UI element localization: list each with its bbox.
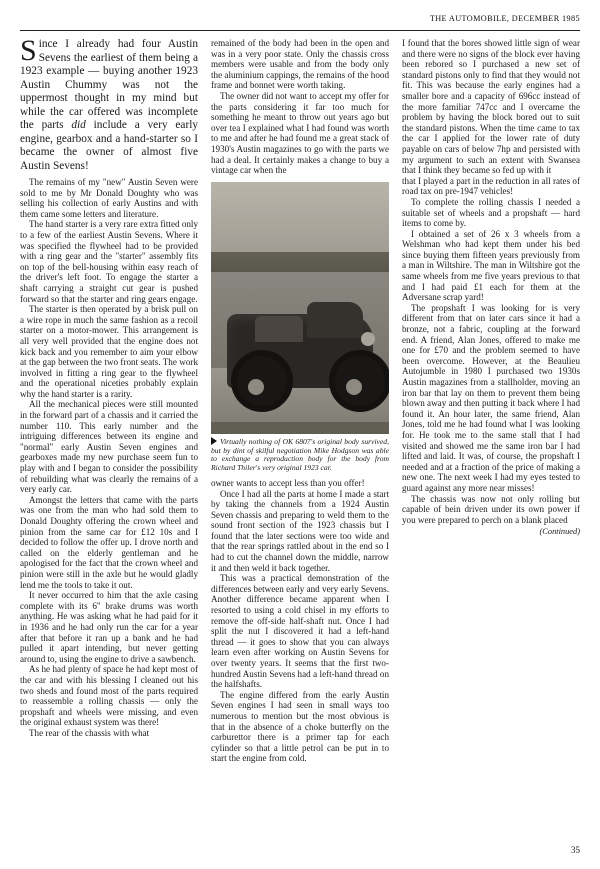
- page-number: 35: [571, 845, 580, 855]
- photo-headlamp: [361, 332, 375, 346]
- body-paragraph: To complete the rolling chassis I needed a suitable set of wheels and a propshaft — hard items to come by.: [402, 196, 580, 229]
- column-3: [402, 38, 580, 538]
- body-paragraph: remained of the body had been in the open and was in a very poor state. Only the chassis cross members were usable and from the body only the aluminium cappings, the remains of the hood frame and bonnet were worth taking.: [211, 38, 389, 91]
- column-1: [20, 34, 198, 738]
- body-paragraph: I found that the bores showed little sign of wear and there were no signs of the block ever having been rebored so I purchased a new set of standard pistons only to find that they would not fit. This was because the early engines had a smaller bore and a capacity of 696cc instead of the more familiar 747cc and I overcame the problem by having the block bored out to suit the standard pistons. When the time came to tax the car I applied for the lower rate of duty payable on cars of below 7hp and persisted with my argument to such an extent with Swansea that I think they became so fed up with it: [402, 38, 580, 176]
- body-paragraph: Amongst the letters that came with the parts was one from the man who had sold them to Donald Doughty offering the crown wheel and pinion from the same car for £12 10s and I decided to follow the offer up. I drove north and called on the elderly gentleman and he apologised for the fact that the crown wheel and pinion were still in the axle but he would gladly lend me the tools to take it out.: [20, 494, 198, 590]
- intro-lead: ince I already had four Austin Sevens: [38, 38, 198, 64]
- body-paragraph: As he had plenty of space he had kept most of the car and with his blessing I cleaned out his two sheds and found most of the parts required to reassemble a rolling chassis — only the propshaft and wheels were missing, and even the original exhaust system was there!: [20, 664, 198, 728]
- continued-note: (Continued): [539, 527, 580, 537]
- photo-caption: [211, 437, 389, 473]
- body-paragraph: owner wants to accept less than you offer!: [211, 477, 365, 488]
- body-paragraph: Once I had all the parts at home I made a start by taking the channels from a 1924 Austin Seven chassis and preparing to weld them to the sound front section of the 1923 chassis but I found that the later sections were too wide and that the rear springs rattled about in the end so I had to cut the channel down the middle, narrow it and then weld it back together.: [211, 488, 389, 573]
- photo-car-cowl: [307, 302, 363, 338]
- body-paragraph: that I played a part in the reduction in all rates of road tax on pre-1947 vehicles!: [402, 175, 580, 197]
- body-paragraph: I obtained a set of 26 x 3 wheels from a Welshman who had kept them under his bed since buying them fifteen years previously from a man in Wiltshire. The man in Wiltshire got the same wheels from me five years previous to that and I had paid £1 each for them at the Adversane scrap yard!: [402, 228, 580, 303]
- body-paragraph: The engine differed from the early Austin Seven engines I had seen in small ways too numerous to mention but the most obvious is that in the absence of a choke butterfly on the carburettor there is a primer tap for each cylinder so that a little petrol can be put in to start the engine from cold.: [211, 689, 389, 764]
- body-paragraph: The chassis was now not only rolling but capable of bein driven under its own power if you were prepared to perch on a blank placed: [402, 493, 580, 525]
- caption-text: Virtually nothing of OK 6807's original body survived, but by dint of skilful negotiation Mike Hodgson was able to exchange a reproduction body for the body from Richard Thiler's very original 1923 car.: [211, 436, 389, 473]
- caption-marker-icon: [211, 437, 217, 445]
- article-photo: [211, 182, 389, 434]
- body-paragraph: It never occurred to him that the axle casing complete with its 6" brake drums was worth anything. He was asking what he had paid for it in 1936 and he had only run the car for a year after that before it ran up a bank and he had pulled it apart intending, but never getting around to, using the engine to drive a sawbench.: [20, 590, 198, 664]
- column-2: [211, 38, 389, 764]
- body-paragraph: The rear of the chassis with what: [29, 727, 150, 738]
- body-paragraph: The propshaft I was looking for is very different from that on later cars since it had a bronze, not a fabric, coupling at the forward end. A friend, Alan Jones, offered to make me one for £70 and the problem seemed to have been overcome. However, at the Beaulieu Autojumble in 1980 I purchased two 1930s Austin magazines from a stallholder, moving an iron bar that lay on them to prevent them being blown away and then putting it back where I had found it. An hour later, the same friend, Alan Jones, told me he had found what I was looking for. He took me to the same stall that I had visited and showed me the same iron bar I had lifted and laid. It was, of course, the propshaft I needed and at a fraction of the price of making a new one. The next week I had my eyes tested to guard against any more near misses!: [402, 302, 580, 493]
- article-columns: [20, 34, 580, 838]
- photo-verge: [211, 422, 389, 434]
- intro-tail: include a very early engine, gearbox and a hand-starter so I became the owner of almost five Austin Sevens!: [20, 119, 198, 172]
- intro-emphasis: did: [71, 119, 86, 131]
- body-paragraph: The owner did not want to accept my offer for the parts considering it far too much for something he meant to throw out years ago but over tea I explained what I had found was worth to me and after he had found me a great stack of 1930's Austin magazines to go with the parts we had a deal. It certainly makes a change to buy a vintage car when the: [211, 90, 389, 176]
- photo-car-seat: [255, 316, 303, 342]
- body-paragraph: The starter is then operated by a brisk pull on a wire rope in much the same fashion as a recoil starter on a motor-mower. This arrangement is all very well provided that the engine does not kick back and you remember to aim your elbow at the gap between the two front seats. The work involved in fitting a ring gear to the flywheel and the operational niceties probably explain why the hand starter is a rarity.: [20, 304, 198, 399]
- intro-paragraph: [20, 34, 198, 173]
- photo-rear-hub: [248, 379, 264, 395]
- body-paragraph: The hand starter is a very rare extra fitted only to a few of the earliest Austin Sevens. Where it was specified the flywheel had to be provided with a ring gear and the "starter" assembly fits on top of the bell-housing within easy reach of the driver's left foot. To engage the starter a shaft carrying a straight cut gear is pushed forward so that the starter and ring gears engage.: [20, 219, 198, 304]
- running-head: THE AUTOMOBILE, DECEMBER 1985: [429, 14, 580, 23]
- intro-body: the earliest of them being a 1923 example — buying another 1923 Austin Chummy was not the uppermost thought in my mind but while the car offered was incomplete the parts: [20, 51, 198, 131]
- photo-front-hub: [346, 379, 362, 395]
- body-paragraph: The remains of my "new" Austin Seven were sold to me by Mr Donald Doughty who was selling his collection of early Austins and with them came some letters and literature.: [20, 177, 198, 219]
- header-rule: [20, 30, 580, 31]
- drop-cap: S: [20, 34, 37, 67]
- body-paragraph: All the mechanical pieces were still mounted in the forward part of a chassis and it carried the number 110. This early number and the intriguing differences between its engine and "normal" early Austin Seven engines and gearboxes made my new purchase seem fun to play with and I began to consider the possibility of rebuilding what was clearly the remains of a very early car.: [20, 399, 198, 495]
- body-paragraph: This was a practical demonstration of the differences between early and very early Sevens. Another difference became apparent when I resorted to using a cold chisel in my efforts to remove the off-side half-shaft nut. Once I had split the nut I discovered it had a left-hand thread — it goes to show that you can always learn even after working on Austin Sevens for over twenty years. It seems that the first two-hundred Austin Sevens had a left-hand thread on the halfshafts.: [211, 573, 389, 690]
